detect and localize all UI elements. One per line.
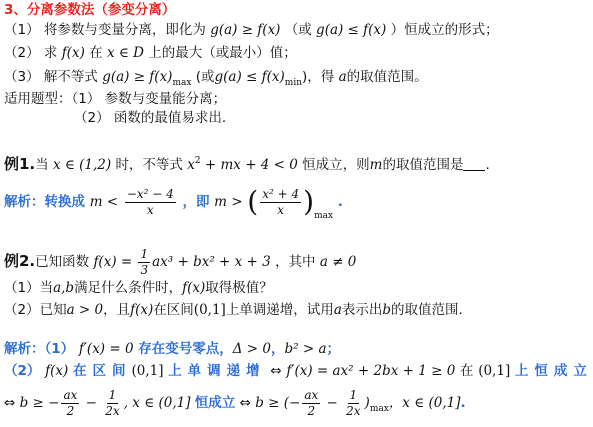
example-2-poly: ax³ + bx² + x + 3: [152, 254, 271, 270]
solution-2-b: b² > a: [284, 341, 327, 357]
solution-1-fraction-2-den: x: [277, 202, 285, 217]
solution-2-fraction-2-num: 1: [108, 387, 117, 402]
solution-2-end: .: [460, 395, 466, 411]
example-1-text-a: 当: [35, 157, 49, 173]
solution-2-p2-num: （2）: [4, 363, 41, 379]
solution-1-label: 解析：转换成: [4, 194, 85, 210]
example-1: [4, 151, 490, 175]
solution-1-mid: ，即: [182, 194, 210, 210]
example-1-domain: x ∈ (1,2): [52, 157, 112, 173]
q2-text-f: 的取值范围.: [391, 302, 463, 318]
example-2-text-b: ，其中: [275, 254, 316, 270]
q2-interval: (0,1]: [193, 302, 226, 318]
q2-text-e: 表示出: [341, 302, 383, 318]
q2-text-a: （2）已知: [4, 302, 67, 318]
iff-icon: ⇔: [239, 395, 251, 411]
example-1-text-c: 恒成立，则: [302, 157, 370, 173]
q1-text-a: （1）当: [4, 280, 54, 296]
solution-1: [4, 185, 343, 233]
step-2-text-c: 上的最大（或最小）值；: [148, 45, 297, 61]
solution-2-delta: Δ > 0: [232, 341, 271, 357]
section-title: 3、分离参数法（参变分离）: [4, 2, 176, 18]
solution-2-close: ): [364, 395, 370, 411]
solution-2-p2-e: 恒成立: [194, 395, 236, 411]
step-3-text-d: 的取值范围。: [346, 69, 428, 85]
types-label: 适用题型：: [4, 91, 72, 107]
step-3-expr-1: g(a) ≥ f(x): [102, 69, 173, 85]
iff-icon: ⇔: [4, 395, 16, 411]
solution-1-fraction-2-num: x² + 4: [262, 186, 300, 201]
example-1-text-d: 的取值范围是: [382, 157, 464, 173]
types-item-2: （2） 函数的最值易求出.: [74, 110, 227, 126]
solution-1-fraction-2: [260, 187, 301, 218]
example-2-fx: f(x) =: [93, 254, 133, 270]
solution-1-fraction-1: [125, 187, 176, 218]
answer-blank: [463, 157, 485, 171]
step-3-var: a: [338, 69, 347, 85]
solution-2-sub-max: max: [369, 404, 389, 414]
example-1-var: m: [369, 157, 383, 173]
types-line-2: [74, 108, 226, 128]
step-1-text-a: 将参数与变量分离，即化为: [43, 22, 206, 38]
solution-2-p2-a: 在区间: [72, 363, 132, 379]
solution-1-fraction-1-num: −x² − 4: [126, 186, 174, 201]
solution-1-sub-max: max: [314, 211, 334, 221]
solution-2-fraction-4-num: 1: [349, 387, 358, 402]
solution-2-minus-2: −: [322, 395, 343, 411]
solution-1-lhs: m <: [89, 194, 119, 210]
q1-fx: f(x): [182, 280, 206, 296]
solution-1-lhs-2: m >: [214, 194, 243, 210]
example-2-fraction-den: 3: [140, 262, 149, 277]
step-1-text-b: （或: [284, 22, 312, 38]
example-1-ineq-exp: 2: [194, 156, 201, 166]
solution-2-p2-int-2: (0,1]: [478, 363, 511, 379]
solution-2-fraction-3-num: ax: [304, 387, 319, 402]
step-2-expr-1: f(x): [61, 45, 85, 61]
solution-2-p2-int: (0,1]: [131, 363, 164, 379]
step-2-expr-2: x ∈ D: [106, 45, 144, 61]
solution-2-label: 解析：（1）: [4, 341, 75, 357]
example-2: [4, 246, 356, 278]
left-paren: (: [247, 185, 259, 218]
step-3-expr-2: g(a) ≤ f(x): [214, 69, 285, 85]
solution-2-fraction-2: [103, 388, 121, 419]
q2-fx: f(x): [130, 302, 154, 318]
example-2-fraction: [138, 247, 150, 278]
step-2-num: （2）: [4, 45, 40, 61]
solution-2-fraction-4: [344, 388, 362, 419]
step-3-text-b: (或: [195, 69, 215, 85]
q1-vars: a,b: [53, 280, 75, 296]
step-2-text-b: 在: [89, 45, 103, 61]
example-2-cond: a ≠ 0: [319, 254, 357, 270]
example-2-question-2: [4, 300, 463, 320]
solution-2-eq: f′(x) = 0: [78, 341, 134, 357]
example-1-text-e: .: [485, 157, 490, 173]
example-1-label: 例1.: [4, 155, 36, 173]
step-3-num: （3）: [4, 69, 40, 85]
right-paren: ): [303, 185, 315, 218]
q1-text-b: 满足什么条件时，: [74, 280, 183, 296]
solution-2-domain: , x ∈ (0,1]: [123, 395, 191, 411]
step-1-num: （1）: [4, 22, 40, 38]
solution-2-p2-fx: f(x): [45, 363, 69, 379]
solution-2-fraction-4-den: 2x: [346, 403, 361, 418]
solution-2-t1: 存在变号零点，: [138, 341, 233, 357]
types-line-1: [4, 89, 226, 109]
solution-2-p2-c: 在: [460, 363, 474, 379]
solution-2-minus: −: [81, 395, 102, 411]
solution-1-fraction-1-den: x: [146, 202, 154, 217]
q2-text-b: ，且: [103, 302, 131, 318]
types-item-1: （1） 参数与变量能分离；: [71, 91, 227, 107]
solution-2-part-1: [4, 339, 340, 359]
solution-2-p2-b: 上单调递增: [168, 363, 266, 379]
step-1: [4, 20, 499, 40]
solution-2-fraction-3-den: 2: [307, 403, 316, 418]
iff-icon: ⇔: [270, 363, 282, 379]
q2-text-c: 在区间: [153, 302, 194, 318]
example-1-ineq-rest: + mx + 4 < 0: [200, 157, 298, 173]
q2-cond: a > 0: [66, 302, 104, 318]
step-3-text-a: 解不等式: [43, 69, 98, 85]
q2-text-d: 上单调递增，试用: [225, 302, 334, 318]
example-2-text-a: 已知函数: [35, 254, 90, 270]
solution-2-comma: ，: [271, 341, 285, 357]
solution-2-part-2-cont: [4, 386, 466, 426]
example-2-fraction-num: 1: [140, 246, 149, 261]
q1-text-c: 取得极值？: [205, 280, 273, 296]
q2-b: b: [382, 302, 392, 318]
solution-2-p2-deriv: f′(x) = ax² + 2bx + 1 ≥ 0: [286, 363, 456, 379]
step-2-text-a: 求: [43, 45, 58, 61]
example-2-label: 例2.: [4, 252, 36, 270]
solution-2-b-ge: b ≥ −: [19, 395, 60, 411]
step-3-sub-max: max: [172, 78, 192, 88]
solution-2-fraction-1-num: ax: [63, 387, 78, 402]
example-2-question-1: [4, 278, 273, 298]
example-1-text-b: 时，不等式: [115, 157, 183, 173]
solution-2-fraction-2-den: 2x: [105, 403, 120, 418]
step-1-text-c: ）恒成立的形式；: [390, 22, 499, 38]
solution-2-fraction-1-den: 2: [66, 403, 75, 418]
solution-2-domain-2: ，x ∈ (0,1]: [388, 395, 461, 411]
step-1-expr-2: g(a) ≤ f(x): [316, 22, 387, 38]
example-1-ineq: [187, 157, 298, 173]
solution-2-b-ge-2: b ≥ (−: [255, 395, 301, 411]
step-1-expr-1: g(a) ≥ f(x): [210, 22, 281, 38]
solution-2-p2-d: 上恒成立: [514, 363, 593, 379]
step-3-text-c: )，得: [302, 69, 335, 85]
solution-2-semi: ；: [326, 341, 340, 357]
solution-1-end: .: [337, 194, 343, 210]
step-2: [4, 43, 297, 63]
step-3-sub-min: min: [284, 78, 302, 88]
q2-a: a: [333, 302, 342, 318]
solution-2-fraction-3: [302, 388, 320, 419]
example-1-ineq-x: x: [187, 157, 195, 173]
solution-2-part-2: [4, 361, 593, 381]
solution-2-fraction-1: [61, 388, 79, 419]
